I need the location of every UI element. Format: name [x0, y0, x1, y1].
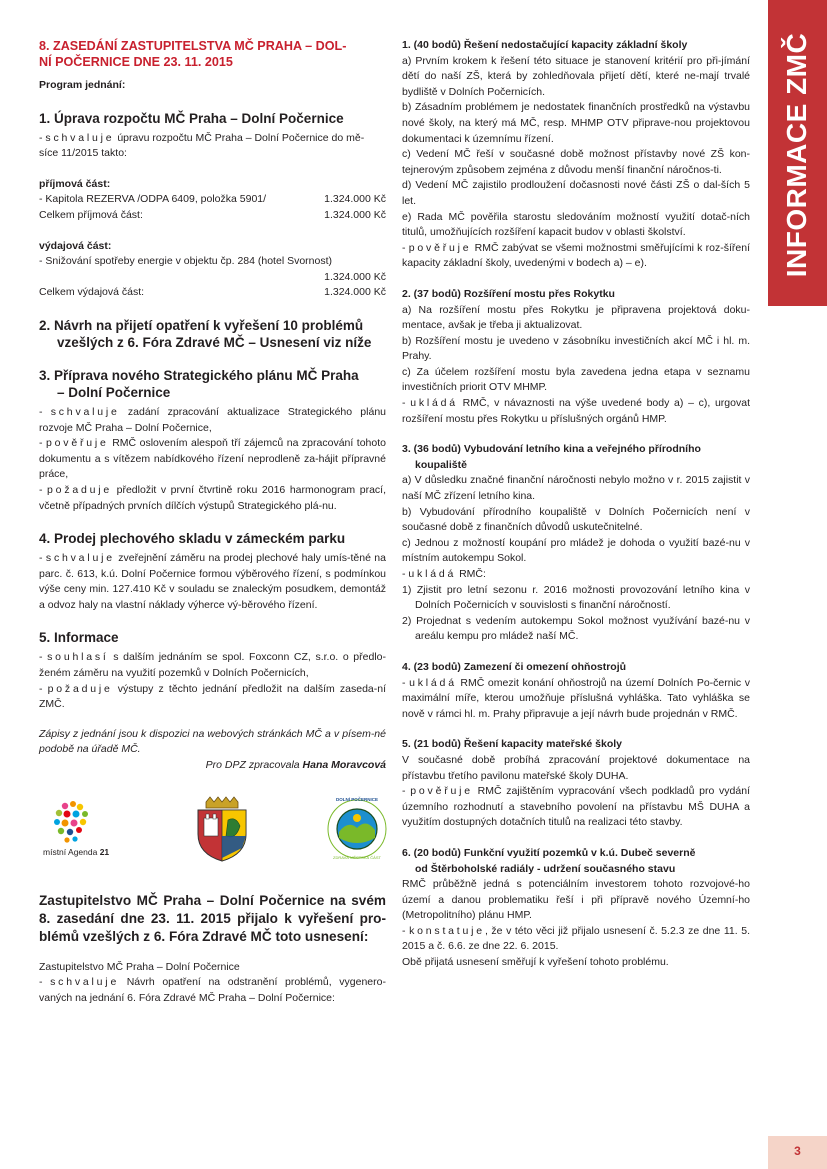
section-4-text-body: zveřejnění záměru na prodej plechové haly umís-těné na parc. č. 613, k.ú. Dolní Počernice formou výběrového řízení, s podmínkou výše ceny min. 127.410 Kč v souladu se znaleckým posudkem, demontáž a odvoz haly na vlastní náklady výherce vý-běrového řízení.	[39, 552, 386, 611]
point-3-heading	[402, 442, 750, 473]
author-credit	[39, 758, 386, 774]
point-1-a: a) Prvním krokem k řešení této situace je stanovení kritérií pro při-jímání dětí do naší ZŠ, která by zohledňovala přijetí dětí, které ne-mají trvalé bydliště v Dolních Počernicích.	[402, 54, 750, 98]
section-4-text: - schvaluje zveřejnění záměru na prodej plechové haly umís-těné na parc. č. 613, k.ú. Dolní Počernice formou výběrového řízení, s podmínkou výše ceny min. 127.410 Kč v souladu se znaleckým posudkem, demontáž a odvoz haly na vlastní náklady výherce vý-běrového řízení.	[39, 552, 386, 611]
point-2-resolution: - ukládá RMČ, v návaznosti na výše uvedené body a) – c), urgovat rozšíření mostu přes Rokytku u příslušných orgánů HMP.	[402, 397, 750, 425]
expense-total-row	[39, 285, 386, 301]
section-3-item-3: - požaduje předložit v první čtvrtině roku 2016 harmonogram prací, včetně případných prvních dílčích výstupů Strategického plá-nu.	[39, 483, 386, 512]
point-1-resolution-text: RMČ zabývat se všemi možnostmi směřujícími k roz-šíření kapacity základní školy, uvedenými v bodech a) – e).	[402, 241, 751, 270]
point-1-b: b) Zásadním problémem je nedostatek finančních prostředků na výstavbu nové školy, na který má MČ, resp. MHMP OTV připrave-nou projektovou dokumentaci k územnímu řízení.	[402, 101, 750, 145]
point-2-a: a) Na rozšíření mostu přes Rokytku je připravena projektová doku-mentace, avšak je třeba ji aktualizovat.	[402, 303, 750, 332]
section-1-text-b: síce 11/2015 takto:	[39, 147, 127, 160]
expense-total-value: 1.324.000 Kč	[324, 286, 386, 299]
point-6-heading-line-1: 6. (20 bodů) Funkční využití pozemků v k.ú. Dubeč severně	[402, 846, 696, 859]
section-1-text: - schvaluje úpravu rozpočtu MČ Praha – Dolní Počernice do mě- síce 11/2015 takto:	[39, 131, 365, 160]
verb: konstatuje	[409, 924, 485, 937]
coat-of-arms-logo	[192, 796, 252, 866]
point-3-c: c) Jednou z možností koupání pro mládež je dohoda o využití bazé-nu v místním autokempu Sokol.	[402, 536, 750, 565]
expense-total: Celkem výdajová část:	[39, 286, 145, 299]
income-label: příjmová část:	[39, 177, 111, 190]
income-item-value: 1.324.000 Kč	[324, 193, 386, 206]
point-6-text: RMČ průběžně jedná s potenciálním investorem tohoto rozvojové-ho území a danou problematiku řeší i při přípravě nového Územní-ho (Metropolitního) plánu HMP.	[402, 878, 750, 922]
verb: ukládá	[409, 676, 457, 689]
point-5-heading: 5. (21 bodů) Řešení kapacity mateřské školy	[402, 738, 623, 751]
point-5-resolution-text: RMČ zajištěním vypracování všech podkladů pro vydání územního rozhodnutí a stavebního povolení na přístavbu MŠ DUHA a využitím dostupných dotačních titulů na realizaci této stavby.	[402, 785, 750, 829]
point-3-resolution: - ukládá RMČ:	[402, 568, 486, 580]
agenda21-dots-icon	[39, 800, 119, 846]
expense-label: výdajová část:	[39, 239, 112, 252]
section-3-item-1: - schvaluje zadání zpracování aktualizace Strategického plánu rozvoje MČ Praha – Dolní Počernice,	[39, 405, 386, 434]
verb: pověřuje	[410, 785, 473, 798]
section-5-item-2: - požaduje výstupy z těchto jednání předložit na dalším zaseda-ní ZMČ.	[39, 682, 387, 711]
verb: schvaluje	[50, 976, 120, 989]
income-total-row	[39, 208, 386, 224]
healthy-district-bottom-text: ZDRAVÁ MĚSTSKÁ ČÁST	[333, 854, 381, 860]
section-3-heading-line-1: 3. Příprava nového Strategického plánu MČ Praha	[39, 367, 359, 383]
verb: pověřuje	[46, 437, 109, 450]
point-4-resolution: - ukládá RMČ omezit konání ohňostrojů na území Dolních Po-černic v maximální míře, kterou umožňuje příslušná vyhláška. Tato vyhláška se nově v rámci hl. m. Prahy připravuje a její návrh bude projednán v RMČ.	[402, 676, 751, 720]
sidebar-label: INFORMACE ZMČ	[781, 32, 813, 278]
verb: požaduje	[47, 483, 113, 496]
verb: ukládá	[410, 397, 458, 410]
point-1-d: d) Vedení MČ zajistilo prodloužení dočasnosti nové části ZŠ o dal-ších 5 let.	[402, 179, 750, 207]
coat-of-arms-icon	[192, 796, 252, 862]
verb: požaduje	[47, 682, 113, 695]
section-5-item-1: - souhlasí s dalším jednáním se spol. Foxconn CZ, s.r.o. o předlo-ženém záměru na využití pozemků v Dolních Počernicích,	[39, 651, 386, 680]
meeting-title	[39, 38, 386, 70]
point-4-resolution-text: RMČ omezit konání ohňostrojů na území Dolních Po-černic v maximální míře, kterou umožňuje příslušná vyhláška. Tato vyhláška se nově v rámci hl. m. Prahy připravuje a její návrh bude projednán v RMČ.	[402, 676, 751, 720]
section-3-item-3-text: předložit v první čtvrtině roku 2016 harmonogram prací, včetně případných prvních dílčích výstupů Strategického plá-nu.	[39, 483, 386, 512]
resolution-text-body: Návrh opatření na odstranění problémů, vygenero-vaných na jednání 6. Fóra Zdravé MČ Praha – Dolní Počernice:	[39, 976, 386, 1004]
verb: ukládá	[408, 568, 457, 580]
point-3-resolution-text: RMČ:	[456, 568, 486, 580]
point-3-heading-line-2: koupaliště	[415, 458, 467, 471]
verb: souhlasí	[47, 651, 109, 664]
credit-name: Hana Moravcová	[302, 759, 386, 772]
income-total: Celkem příjmová část:	[39, 208, 143, 221]
expense-item: - Snižování spotřeby energie v objektu čp. 284 (hotel Svornost)	[39, 255, 332, 268]
income-item: - Kapitola REZERVA /ODPA 6409, položka 5901/	[39, 193, 267, 206]
page-number-box	[768, 1136, 827, 1169]
resolution-text: - schvaluje Návrh opatření na odstranění problémů, vygenero-vaných na jednání 6. Fóra Zdravé MČ Praha – Dolní Počernice:	[39, 976, 386, 1004]
section-3-heading	[39, 367, 386, 401]
point-5-text: V současné době probíhá zpracování projektové dokumentace na přístavbu třetího pavilonu mateřské školy DUHA.	[402, 753, 750, 782]
point-5-resolution: - pověřuje RMČ zajištěním vypracování všech podkladů pro vydání územního rozhodnutí a stavebního povolení na přístavbu MŠ DUHA a využitím dostupných dotačních titulů na realizaci této stavby.	[402, 785, 750, 829]
point-4-heading: 4. (23 bodů) Zamezení či omezení ohňostrojů	[402, 660, 627, 673]
section-1-text-a: úpravu rozpočtu MČ Praha – Dolní Počernice do mě-	[114, 131, 365, 144]
point-3-a: a) V důsledku značné finanční náročnosti nebylo možno v r. 2015 zajistit v naší MČ zřízení letního kina.	[402, 474, 750, 503]
right-column	[402, 38, 750, 971]
section-3-item-2: - pověřuje RMČ oslovením alespoň tří zájemců na zpracování tohoto dokumentu a s vítězem nabídkového řízení neprodleně za-hájit přípravné práce,	[39, 437, 386, 481]
point-2-resolution-text: RMČ, v návaznosti na výše uvedené body a) – c), urgovat rozšíření mostu přes Rokytku u příslušných orgánů HMP.	[402, 397, 750, 425]
section-5-item-1-text: s dalším jednáním se spol. Foxconn CZ, s.r.o. o předlo-ženém záměru na využití pozemků v Dolních Počernicích,	[39, 651, 386, 680]
agenda21-label: místní Agenda	[43, 846, 100, 857]
healthy-district-logo	[326, 798, 388, 860]
logo-strip	[39, 796, 386, 866]
point-1-e: e) Rada MČ pověřila starostu sledováním možností využití dotač-ních titulů, umožňujících rozšíření kapacit budov v oblasti školství.	[402, 210, 750, 239]
section-4-heading: 4. Prodej plechového skladu v zámeckém parku	[39, 531, 346, 547]
healthy-district-top-text: DOLNÍ POČERNICE	[335, 796, 378, 802]
point-2-heading: 2. (37 bodů) Rozšíření mostu přes Rokytku	[402, 287, 615, 300]
agenda21-number: 21	[99, 846, 110, 857]
left-column	[39, 38, 386, 1006]
section-1-heading: 1. Úprava rozpočtu MČ Praha – Dolní Počernice	[39, 110, 344, 126]
point-1-resolution: - pověřuje RMČ zabývat se všemi možnostmi směřujícími k roz-šíření kapacity základní školy, uvedenými v bodech a) – e).	[402, 241, 751, 270]
verb: schvaluje	[50, 405, 120, 418]
point-6-resolution-text: , že v této věci již přijalo usnesení č. 5.2.3 ze dne 11. 5. 2015 a č. 6.6. ze dne 22. 6. 2015.	[402, 924, 750, 953]
section-sidebar	[768, 0, 827, 306]
point-3-item-1: 1) Zjistit pro letní sezonu r. 2016 možnosti provozování letního kina v Dolních Počernicích v souvislosti s finanční náročností.	[402, 583, 750, 612]
verb: schvaluje	[45, 552, 115, 565]
program-label: Program jednání:	[39, 79, 126, 91]
meeting-title-line-1: 8. ZASEDÁNÍ ZASTUPITELSTVA MČ PRAHA – DOL-	[39, 39, 347, 53]
point-6-resolution: - konstatuje, že v této věci již přijalo usnesení č. 5.2.3 ze dne 11. 5. 2015 a č. 6.6. ze dne 22. 6. 2015.	[402, 924, 750, 953]
point-1-heading: 1. (40 bodů) Řešení nedostačující kapacity základní školy	[402, 39, 688, 51]
healthy-district-icon	[326, 798, 388, 860]
point-2-c: c) Za účelem rozšíření mostu byla zavedena jedna etapa v seznamu investičních priorit OTV MHMP.	[402, 365, 750, 394]
page-number: 3	[794, 1144, 801, 1158]
resolution-intro: Zastupitelstvo MČ Praha – Dolní Počernice	[39, 960, 240, 973]
verb: schvaluje	[45, 131, 115, 144]
point-6-closing: Obě přijatá usnesení směřují k vyřešení tohoto problému.	[402, 956, 669, 969]
section-3-item-1-text: zadání zpracování aktualizace Strategického plánu rozvoje MČ Praha – Dolní Počernice,	[39, 405, 386, 434]
point-3-b: b) Vybudování přírodního koupaliště v Dolních Počernicích není v současné době z finančních důvodů uskutečnitelné.	[402, 505, 750, 534]
section-3-item-2-text: RMČ oslovením alespoň tří zájemců na zpracování tohoto dokumentu a s vítězem nabídkového řízení neprodleně za-hájit přípravné práce,	[39, 437, 386, 481]
point-6-heading	[402, 846, 750, 877]
expense-item-value: 1.324.000 Kč	[324, 270, 386, 283]
section-3-heading-line-2: – Dolní Počernice	[57, 384, 171, 400]
point-1-c: c) Vedení MČ řeší v současné době možnost přístavby nové ZŠ kon-tejnerovým způsobem zejména z důvodu menší finanční náročnos-ti.	[402, 148, 750, 176]
section-2-heading-line-2: vzešlých z 6. Fóra Zdravé MČ – Usnesení viz níže	[57, 334, 372, 350]
verb: pověřuje	[408, 241, 472, 254]
point-3-item-2: 2) Projednat s vedením autokempu Sokol možnost využívání bazé-nu v areálu kempu pro mládež naší MČ.	[402, 614, 750, 643]
income-total-value: 1.324.000 Kč	[324, 208, 386, 221]
section-5-heading: 5. Informace	[39, 630, 119, 646]
point-6-heading-line-2: od Štěrboholské radiály - udržení současného stavu	[415, 862, 676, 875]
resolution-heading: Zastupitelstvo MČ Praha – Dolní Počernice na svém 8. zasedání dne 23. 11. 2015 přijalo k vyřešení pro-blémů vzešlých z 6. Fóra Zdravé MČ toto usnesení:	[39, 892, 386, 944]
section-2-heading	[39, 317, 386, 351]
point-3-heading-line-1: 3. (36 bodů) Vybudování letního kina a veřejného přírodního	[402, 443, 701, 456]
income-item-row	[39, 192, 386, 208]
section-2-heading-line-1: 2. Návrh na přijetí opatření k vyřešení 10 problémů	[39, 317, 364, 333]
minutes-note: Zápisy z jednání jsou k dispozici na webových stránkách MČ a v písem-né podobě na úřadě MČ.	[39, 727, 386, 756]
point-2-b: b) Rozšíření mostu je uvedeno v zásobníku investičních akcí MČ i hl. m. Prahy.	[402, 334, 750, 363]
credit-prefix: Pro DPZ zpracovala	[205, 759, 303, 772]
agenda21-text	[43, 847, 109, 857]
meeting-title-line-2: NÍ POČERNICE DNE 23. 11. 2015	[39, 55, 233, 69]
agenda21-logo	[39, 800, 119, 860]
section-5-item-2-text: výstupy z těchto jednání předložit na dalším zaseda-ní ZMČ.	[39, 682, 387, 711]
